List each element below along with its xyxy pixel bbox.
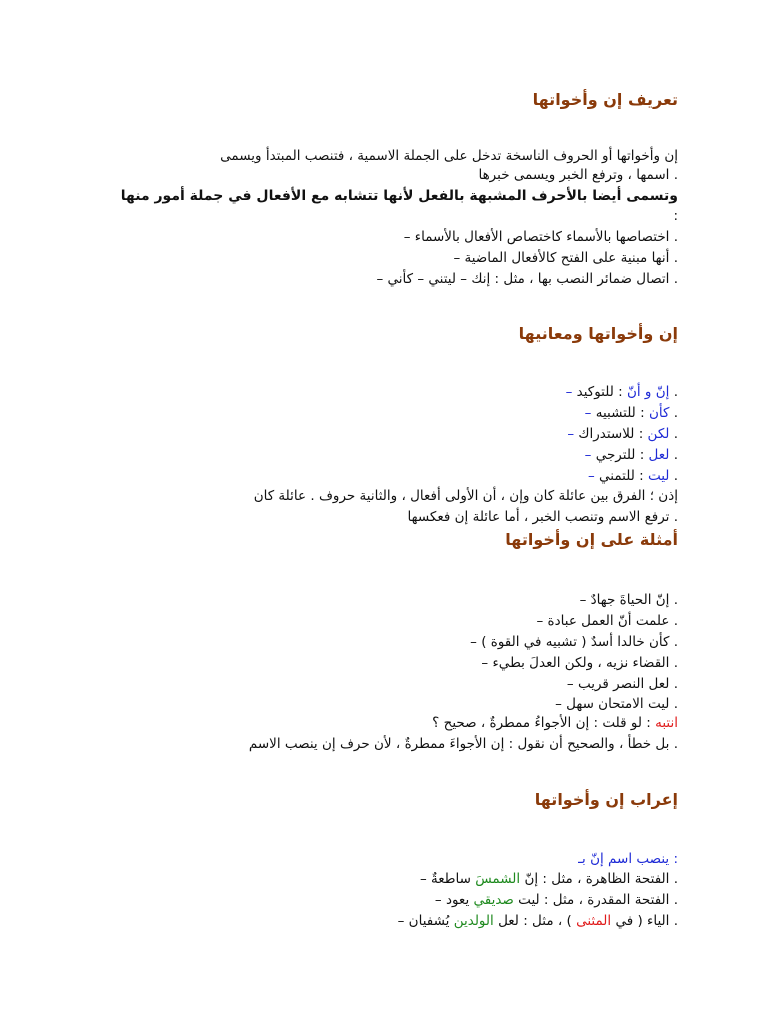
section-title-parsing: إعراب إن وأخواتها <box>534 790 678 809</box>
meaning-item: . ليت : للتمني – <box>587 468 678 484</box>
definition-line: . اختصاصها بالأسماء كاختصاص الأفعال بالأسماء – <box>403 229 678 245</box>
keyword: ليت <box>647 468 670 484</box>
example-line: . ليت الامتحان سهل – <box>555 696 678 712</box>
warning-label: انتبه <box>655 715 678 731</box>
parsing-example: . الفتحة الظاهرة ، مثل : إنّ الشمسَ ساطعةٌ – <box>419 871 678 887</box>
section-title-definition: تعريف إن وأخواتها <box>532 90 678 109</box>
definition-line: . اسمها ، وترفع الخبر ويسمى خبرها <box>478 167 678 183</box>
parsing-intro: : ينصب اسم إنّ بـ <box>578 851 678 867</box>
definition-line: وتسمى أيضا بالأحرف المشبهة بالفعل لأنها تتشابه مع الأفعال في جملة أمور منها <box>120 188 678 204</box>
meaning-item: . لعل : للترجي – <box>584 447 678 463</box>
example-line: . القضاء نزيه ، ولكن العدلَ بطيء – <box>481 655 678 671</box>
note-line: إذن ؛ الفرق بين عائلة كان وإن ، أن الأولى أفعال ، والثانية حروف . عائلة كان <box>253 488 678 504</box>
meaning-item: . لكن : للاستدراك – <box>567 426 678 442</box>
highlighted-term: المثنى <box>576 913 612 929</box>
example-line: . لعل النصر قريب – <box>566 676 678 692</box>
keyword: لعل <box>648 447 670 463</box>
definition-line: : <box>673 208 678 224</box>
parsing-example: . الياء ( في المثنى ) ، مثل : لعل الولدين يُشفيان – <box>397 913 678 929</box>
section-title-examples: أمثلة على إن وأخواتها <box>505 530 678 549</box>
definition-line: إن وأخواتها أو الحروف الناسخة تدخل على الجملة الاسمية ، فتنصب المبتدأ ويسمى <box>220 148 678 164</box>
parsing-example: . الفتحة المقدرة ، مثل : ليت صديقي يعود – <box>434 892 678 908</box>
example-line: . كأن خالدا أسدٌ ( تشبيه في القوة ) – <box>470 634 678 650</box>
meaning-item: . كأن : للتشبيه – <box>584 405 678 421</box>
meaning-item: . إنّ و أنّ : للتوكيد – <box>565 384 678 400</box>
answer-line: . بل خطأ ، والصحيح أن نقول : إن الأجواءَ ممطرةٌ ، لأن حرف إن ينصب الاسم <box>248 736 678 752</box>
keyword: كأن <box>648 405 670 421</box>
definition-line: . اتصال ضمائر النصب بها ، مثل : إنك – ليتني – كأني – <box>376 271 678 287</box>
example-line: . إنّ الحياةَ جهادٌ – <box>579 592 678 608</box>
note-line: . ترفع الاسم وتنصب الخبر ، أما عائلة إن فعكسها <box>407 509 678 525</box>
warning-line: انتبه : لو قلت : إن الأجواءُ ممطرةٌ ، صحيح ؟ <box>432 715 678 731</box>
example-line: . علمت أنّ العمل عبادة – <box>536 613 678 629</box>
keyword: إنّ و أنّ <box>626 384 670 400</box>
highlighted-noun: صديقي <box>473 892 514 908</box>
keyword: لكن <box>647 426 670 442</box>
highlighted-noun: الولدين <box>453 913 494 929</box>
section-title-meanings: إن وأخواتها ومعانيها <box>518 324 678 343</box>
highlighted-noun: الشمسَ <box>475 871 521 887</box>
definition-line: . أنها مبنية على الفتح كالأفعال الماضية – <box>453 250 678 266</box>
